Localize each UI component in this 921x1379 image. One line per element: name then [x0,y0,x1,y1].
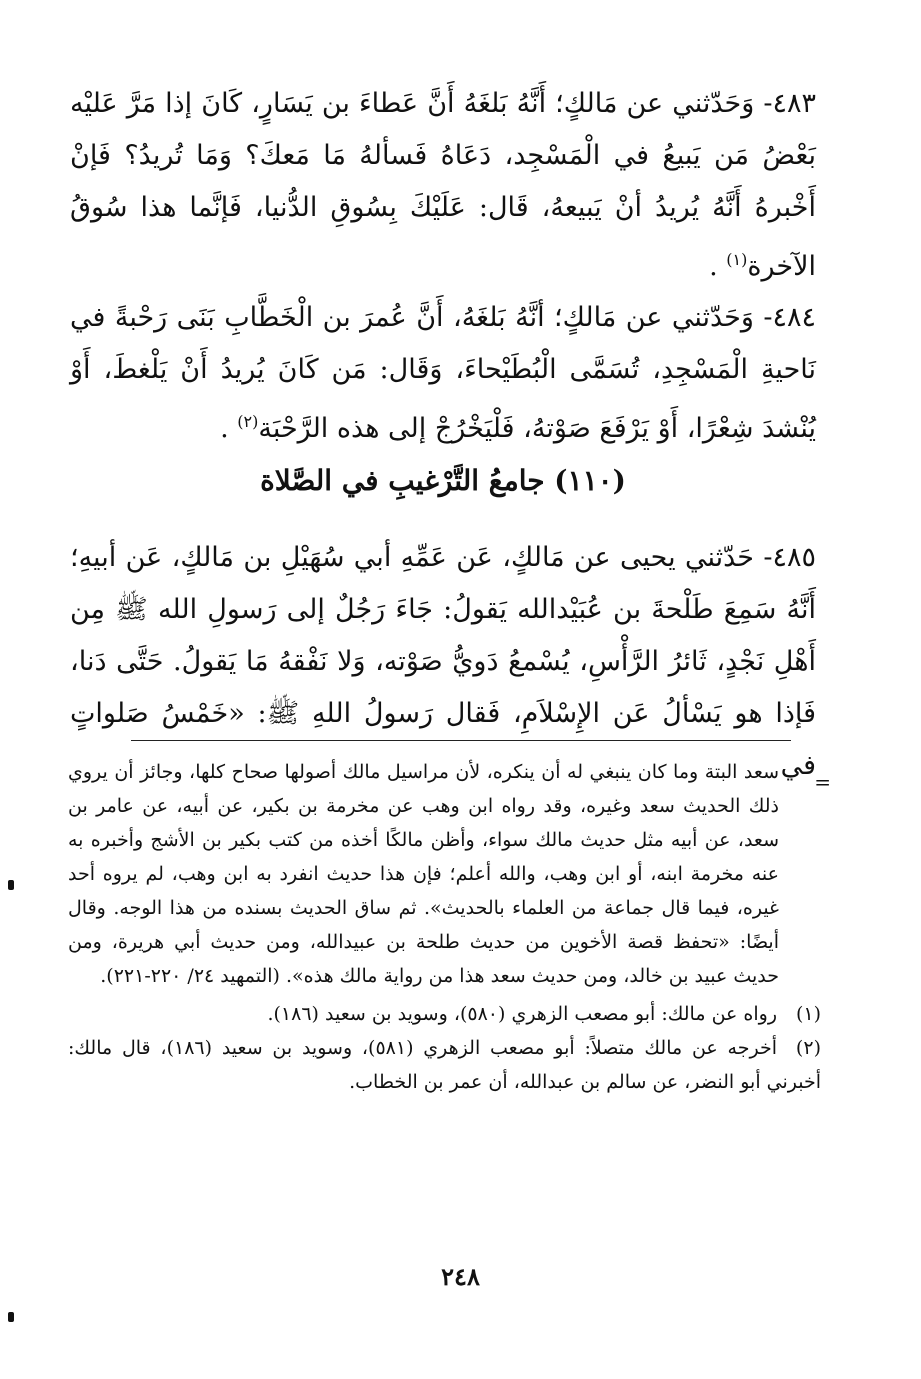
paragraph-483 [70,78,816,293]
footnote-continuation-mark: = [814,770,831,794]
page-number: ٢٤٨ [441,1262,480,1291]
footnote-ref-1[interactable]: (١) [726,250,748,269]
paragraph-483-end: . [709,251,727,282]
footnote-continuation: سعد البتة وما كان ينبغي له أن ينكره، لأن مراسيل مالك أصولها صحاح كلها، وجائز أن يروي ذلك الحديث سعد وغيره، وقد رواه ابن وهب عن مخرمة بن بكير، عن أبيه، عن عامر بن سعد، عن أبيه مثل حديث مالك سواء، وأظن مالكًا أخذه من كتب بكير بن الأشج وأخبره به عنه مخرمة ابنه، أو ابن وهب، والله أعلم؛ فإن هذا حديث انفرد به ابن وهب، لم يروه أحد غيره، فيما قال جماعة من العلماء بالحديث». ثم ساق الحديث بسنده من هذا الوجه. وقال أيضًا: «تحفظ قصة الأخوين من حديث طلحة بن عبيدالله، ومن حديث أبي هريرة، ومن حديث عبيد بن خالد، ومن حديث سعد هذا من رواية مالك هذه». (التمهيد ٢٤/ ٢٢٠-٢٢١). [68,761,779,987]
paragraph-484 [70,292,816,455]
paragraph-484-end: . [220,413,238,444]
footnotes [68,755,821,1099]
paragraph-483-text: ٤٨٣- وَحَدّثني عن مَالكٍ؛ أَنَّهُ بَلغَهُ أَنَّ عَطاءَ بن يَسَارٍ، كَانَ إذا مَرَّ عَليْه بَعْضُ مَن يَبيعُ في الْمَسْجِد، دَعَاهُ فَسألهُ مَا مَعكَ؟ وَمَا تُريدُ؟ فَإنْ أَخْبرهُ أَنَّهُ يُريدُ أنْ يَبيعهُ، قَال: عَلَيْكَ بِسُوقِ الدُّنيا، فَإنَّما هذا سُوقُ الآخرة [70,88,816,282]
footnote-2 [68,1031,821,1099]
chapter-heading: (١١٠) جامعُ التَّرْغيبِ في الصَّلاة [260,464,626,497]
footnote-1-text: رواه عن مالك: أبو مصعب الزهري (٥٨٠)، وسويد بن سعيد (١٨٦). [267,1003,777,1025]
footnote-divider [131,740,791,741]
footnote-1 [68,997,821,1031]
paragraph-484-text: ٤٨٤- وَحَدّثني عن مَالكٍ؛ أنَّهُ بَلغَهُ، أَنَّ عُمرَ بن الْخَطَّابِ بَنَى رَحْبةً في نَاحيةِ الْمَسْجِدِ، تُسَمَّى الْبُطَيْحاءَ، وَقَال: مَن كَانَ يُريدُ أَنْ يَلْغطَ، أَوْ يُنْشدَ شِعْرًا، أَوْ يَرْفَعَ صَوْتهُ، فَلْيَخْرُجْ إلى هذه الرَّحْبَة [70,302,816,444]
footnote-2-text: أخرجه عن مالك متصلاً: أبو مصعب الزهري (٥٨١)، وسويد بن سعيد (١٨٦)، قال مالك: أخبرني أبو النضر، عن سالم بن عبدالله، أن عمر بن الخطاب. [68,1037,821,1093]
footnote-ref-2[interactable]: (٢) [237,412,259,431]
footnote-1-number: (١) [795,1003,821,1025]
paragraph-485: ٤٨٥- حَدّثني يحيى عن مَالكٍ، عَن عَمِّهِ أبي سُهَيْلِ بن مَالكٍ، عَن أبيهِ؛ أَنَّهُ سَمِعَ طَلْحةَ بن عُبَيْدالله يَقولُ: جَاءَ رَجُلٌ إلى رَسولِ الله ﷺ مِن أَهْلِ نَجْدٍ، ثَائرُ الرَّأْسِ، يُسْمعُ دَويُّ صَوْته، وَلا نَفْقهُ مَا يَقولُ. حَتَّى دَنا، فَإذا هو يَسْألُ عَن الإِسْلاَمِ، فَقال رَسولُ اللهِ ﷺ: «خَمْسُ صَلواتٍ في [70,542,816,781]
scan-mark [8,1312,14,1322]
scan-mark [8,880,14,890]
footnote-2-number: (٢) [795,1037,821,1059]
